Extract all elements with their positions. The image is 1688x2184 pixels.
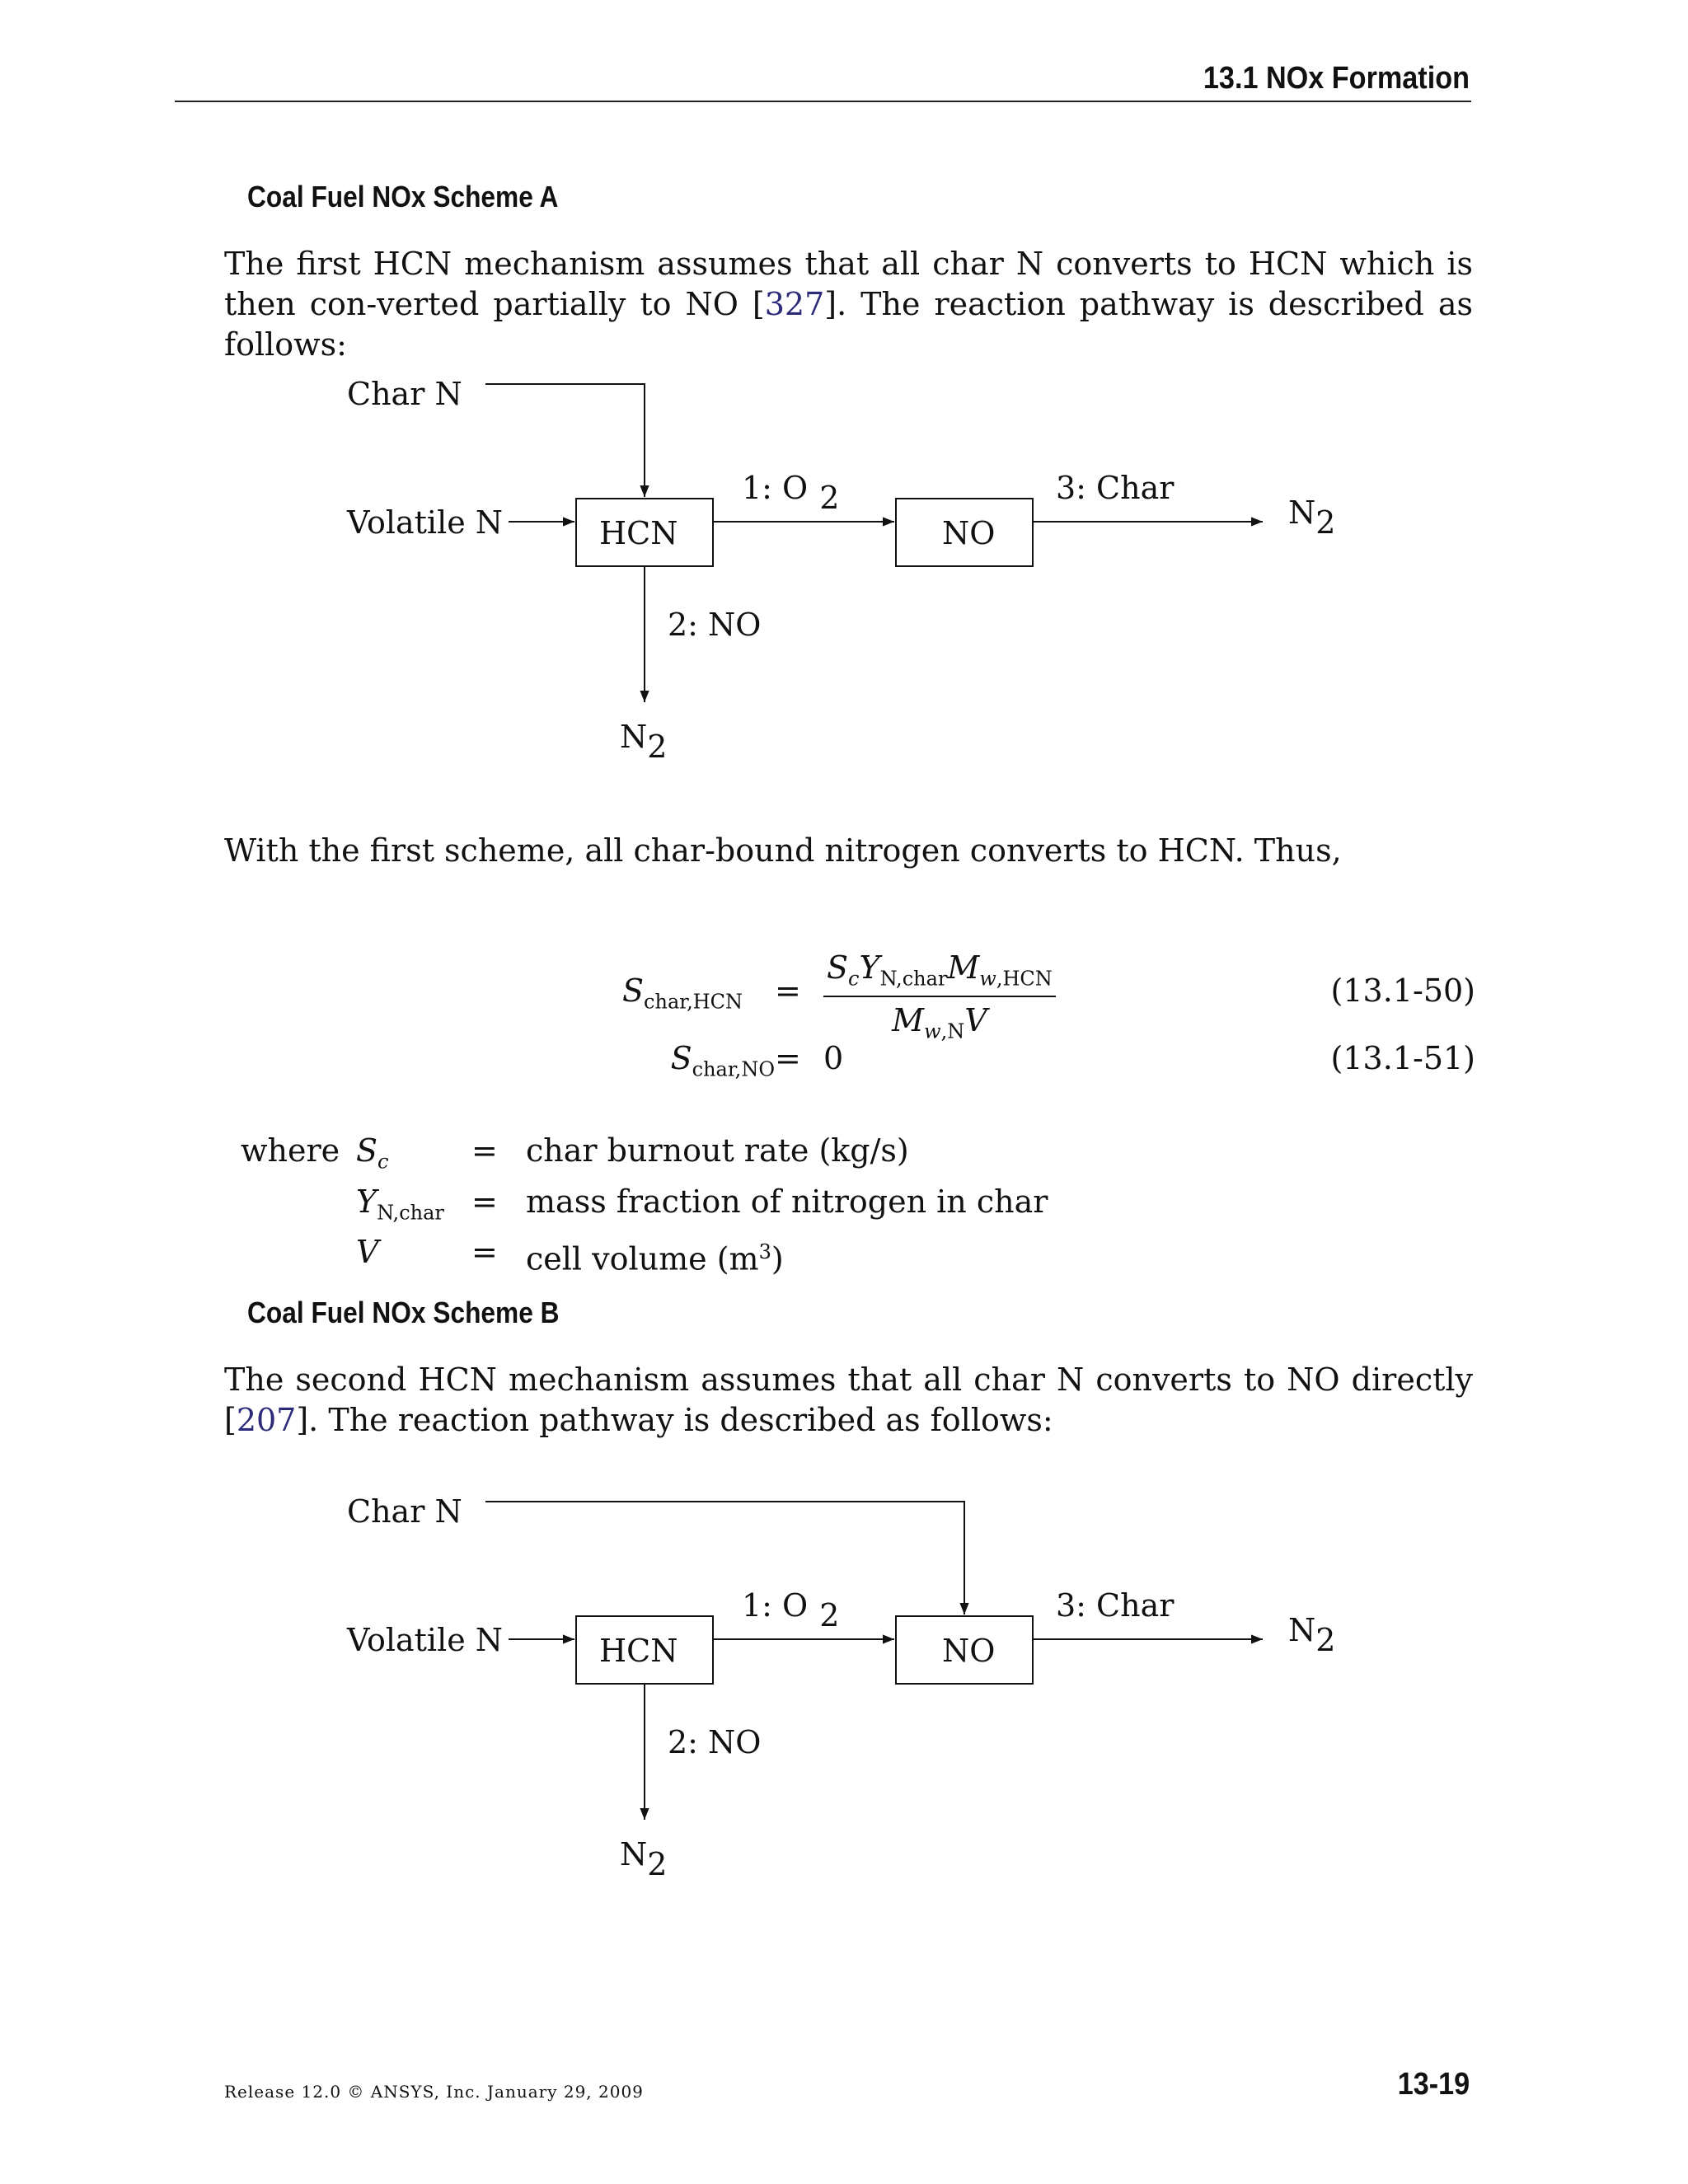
no-box-label: NO [942,515,996,551]
reaction-3-label: 3: Char [1056,1587,1175,1624]
reaction-3-label: 3: Char [1056,470,1175,506]
char-n-label: Char N [347,1493,462,1530]
char-n-to-no-arrow [485,1502,964,1615]
symbol-definitions [241,1131,1048,1279]
volatile-n-label: Volatile N [347,1622,504,1658]
definition-text: mass fraction of nitrogen in char [526,1183,1048,1220]
scheme-b-heading: Coal Fuel NOx Scheme B [247,1296,560,1329]
definition-row: $Y_{N,char}$ = mass fraction of nitrogen in char [241,1182,1048,1233]
scheme-a-followup: With the first scheme, all char-bound nitrogen converts to HCN. Thus, [224,832,1342,869]
definition-row: V = cell volume $(m^3)$ [241,1232,1048,1279]
char-n-label: Char N [347,376,462,412]
citation-327[interactable]: 327 [764,286,825,322]
definition-text: char burnout rate (kg/s) [526,1132,909,1169]
scheme-b-diagram [0,1480,1688,1900]
citation-207[interactable]: 207 [236,1402,297,1438]
eq1-numerator: $S_cY_{N,char}M_{w,HCN}$ [823,949,1056,997]
scheme-b-intro: The second HCN mechanism assumes that all char N converts to NO directly [207]. The reaction pathway is described as follows: [224,1361,1473,1438]
scheme-a-intro: The first HCN mechanism assumes that all char N converts to HCN which is then con-verted partially to NO [327]. The reaction pathway is described as follows: [224,246,1474,363]
page-number: 13-19 [1397,2067,1470,2102]
eq2-rhs: 0 [823,1040,844,1076]
char-n-arrow [485,384,645,497]
n2-product-bottom: N2 [620,719,668,765]
no-box-label: NO [942,1633,996,1669]
hcn-box-label: HCN [599,1633,678,1669]
equation-13-1-51 [622,1040,1475,1081]
definition-text: cell volume $(m^3)$ [526,1240,784,1277]
equation-13-1-50 [622,949,1475,1043]
reaction-1-label: 1: O 2 [742,1587,840,1633]
volatile-n-label: Volatile N [347,504,504,541]
n2-product-right: N2 [1288,1612,1336,1658]
eq1-equals: = [775,972,801,1009]
running-title: 13.1 NOx Formation [1203,61,1470,96]
eq1-fraction [823,949,1056,1043]
hcn-box-label: HCN [599,515,678,551]
n2-product-bottom: N2 [620,1836,668,1882]
scheme-a-heading: Coal Fuel NOx Scheme A [247,180,559,213]
eq2-equals: = [775,1040,801,1076]
definition-row: where $S_c$ = char burnout rate (kg/s) [241,1131,1048,1182]
where-label: where [241,1132,340,1169]
scheme-a-diagram [0,363,1688,783]
reaction-1-label: 1: O 2 [742,470,840,516]
reaction-2-label: 2: NO [668,1724,762,1760]
header-rule [175,101,1471,102]
n2-product-right: N2 [1288,494,1336,541]
eq2-number: (13.1-51) [1330,1040,1475,1076]
eq1-number: (13.1-50) [1330,972,1475,1009]
reaction-2-label: 2: NO [668,607,762,643]
eq1-denominator: $M_{w,N}V$ [892,1001,987,1043]
eq2-lhs: $S_{char,NO}$ [670,1040,775,1081]
release-footer: Release 12.0 © ANSYS, Inc. January 29, 2009 [224,2082,644,2102]
eq1-lhs: $S_{char,HCN}$ [622,972,743,1014]
